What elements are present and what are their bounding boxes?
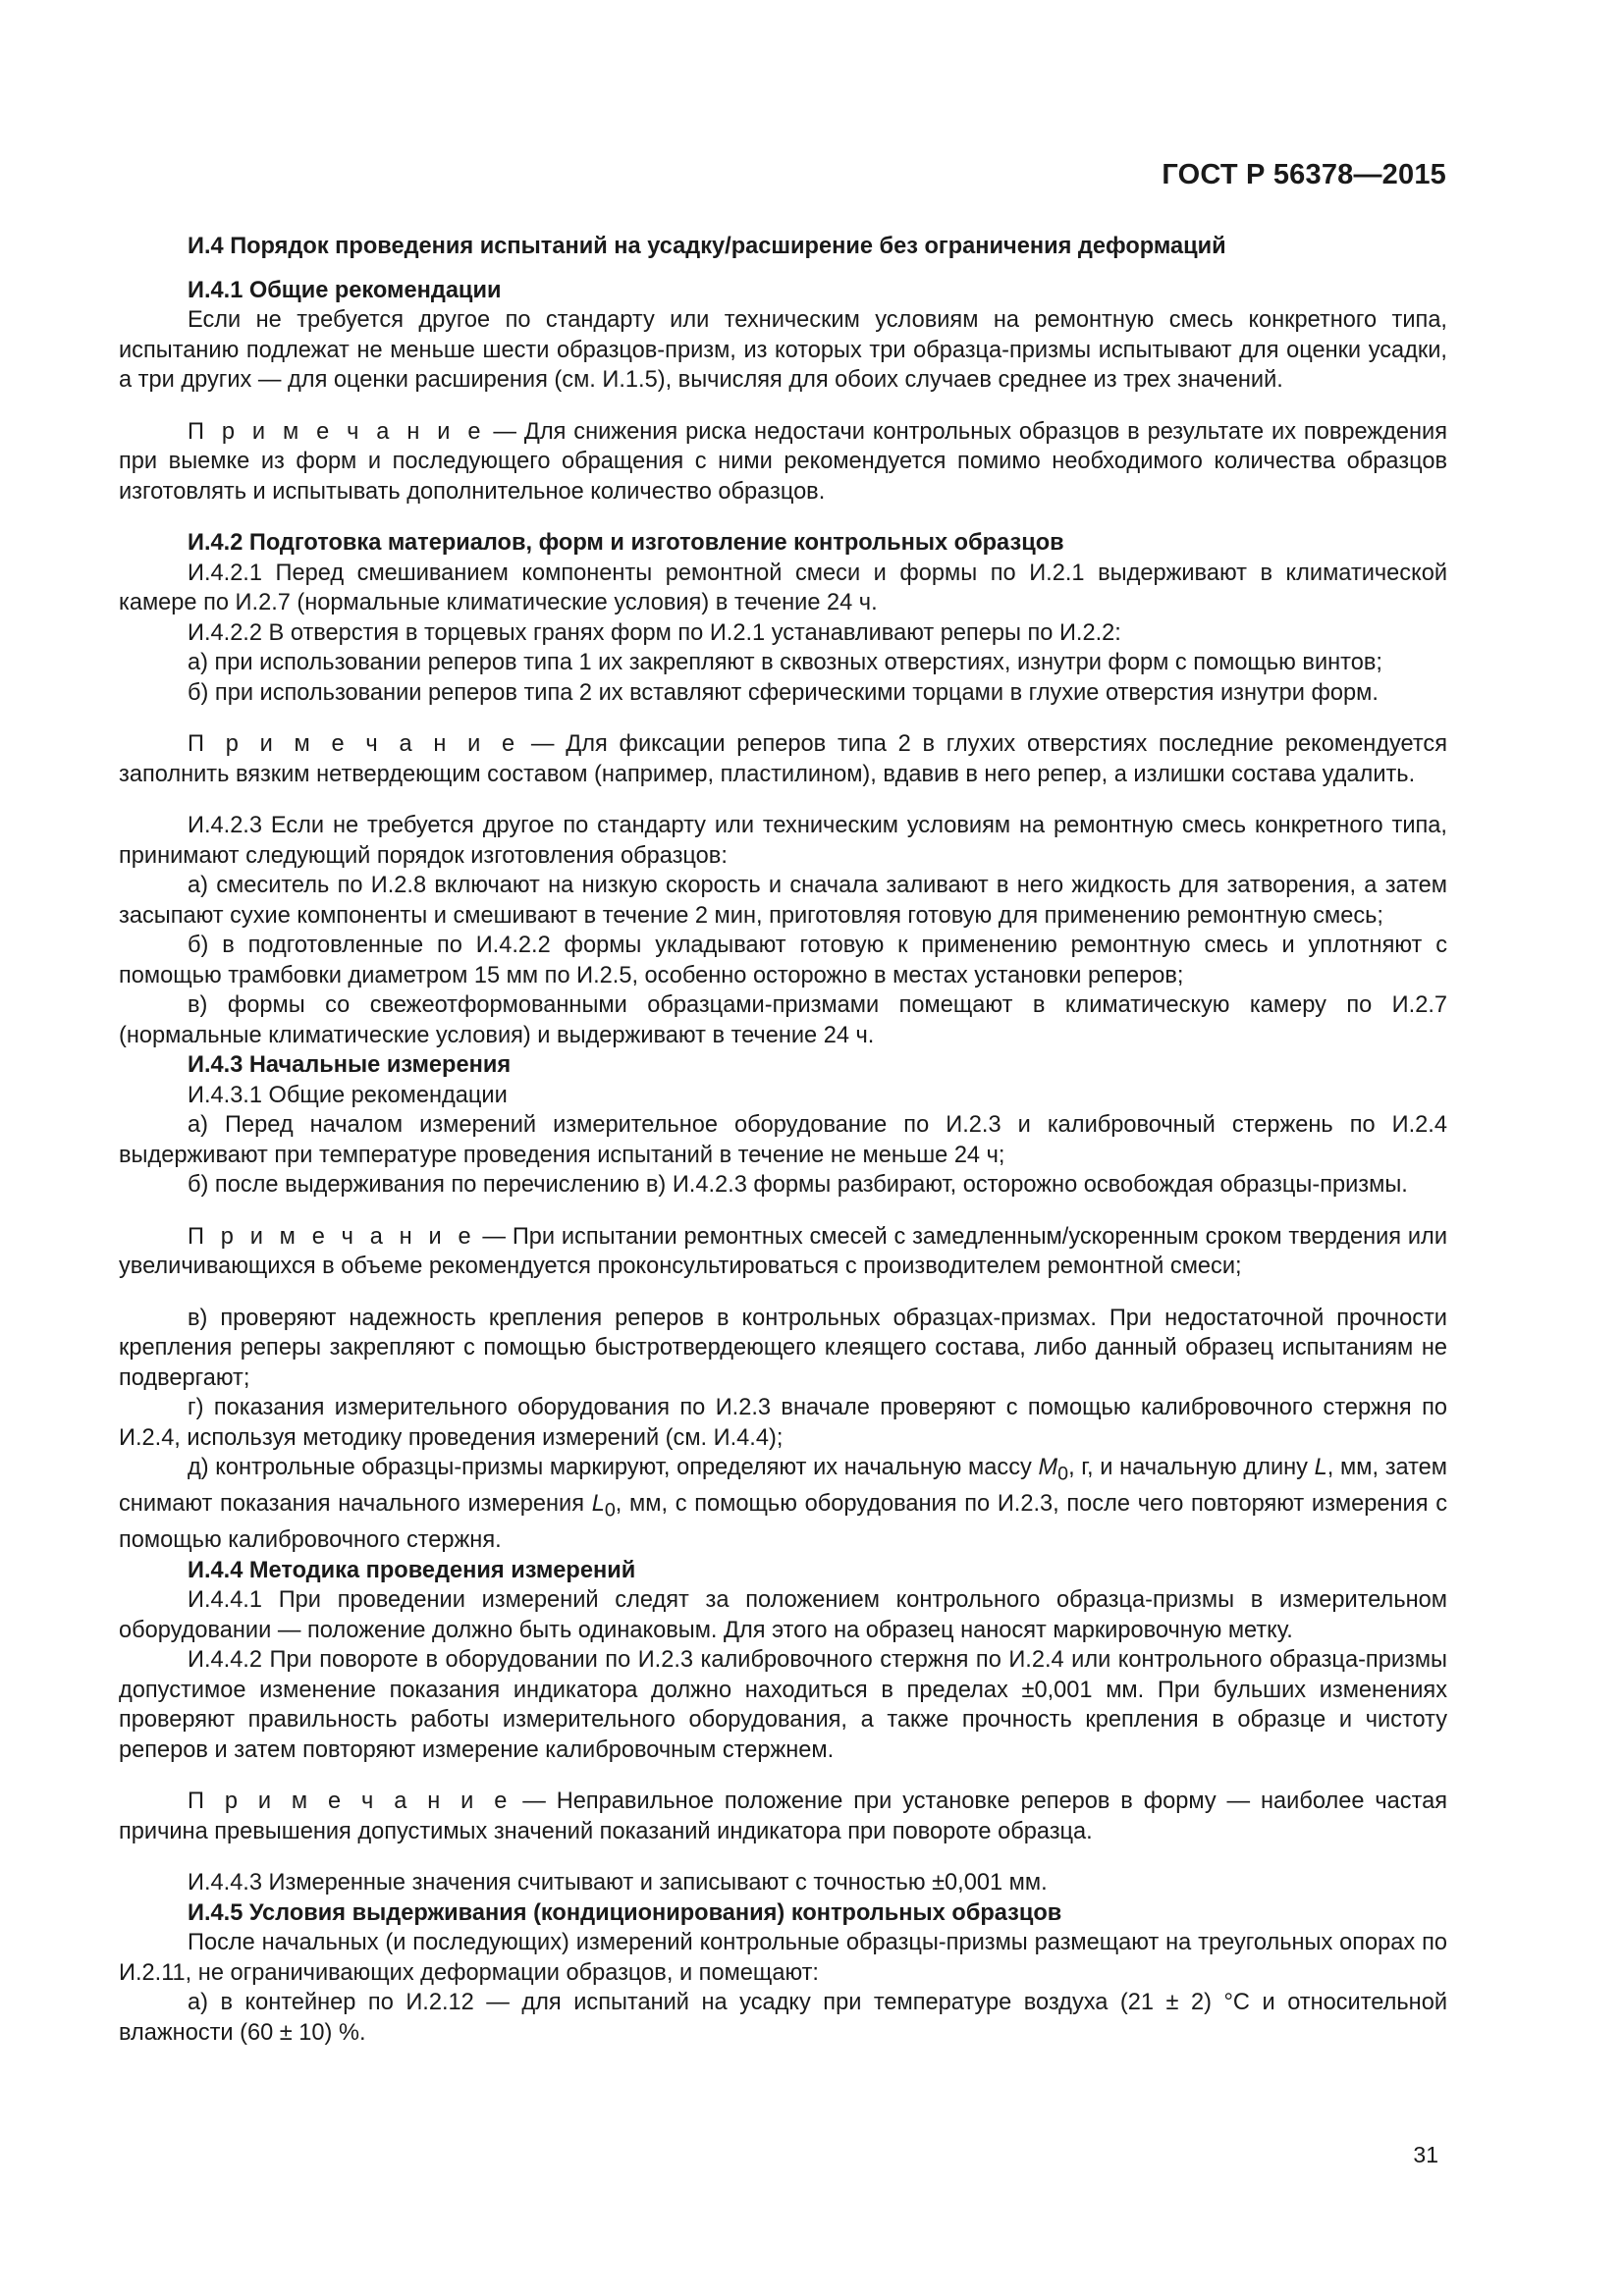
subsection-heading-i4-4: И.4.4 Методика проведения измерений bbox=[188, 1557, 636, 1583]
note-label: П р и м е ч а н и е bbox=[188, 1789, 513, 1815]
symbol-m: M bbox=[1038, 1455, 1058, 1480]
note-label: П р и м е ч а н и е bbox=[188, 418, 486, 445]
paragraph: И.4.2.1 Перед смешиванием компоненты ремонтной смеси и формы по И.2.1 выдерживают в климатической камере по И.2.7 (нормальные климатические условия) в течение 24 ч. bbox=[119, 560, 1447, 615]
document-body bbox=[119, 232, 1447, 2048]
note-text: — При испытании ремонтных смесей с замедленным/ускоренным сроком твердения или увеличивающихся в объеме рекомендуется проконсультироваться с производителем ремонтной смеси; bbox=[119, 1223, 1447, 1279]
paragraph: И.4.3.1 Общие рекомендации bbox=[188, 1082, 508, 1108]
symbol-l0: L bbox=[591, 1491, 605, 1518]
list-item: г) показания измерительного оборудования по И.2.3 вначале проверяют с помощью калибровочного стержня по И.2.4, используя методику проведения измерений (см. И.4.4); bbox=[119, 1395, 1447, 1451]
paragraph: И.4.4.2 При повороте в оборудовании по И.2.3 калибровочного стержня по И.2.4 или контрольного образца-призмы допустимое изменение показания индикатора должно находиться в пределах ±0,001 мм. При бульших изменениях проверяют правильность работы измерительного оборудования, а также прочность крепления в образце и чистоту реперов и затем повторяют измерение калибровочным стержнем. bbox=[119, 1647, 1447, 1763]
subsection-heading-i4-1: И.4.1 Общие рекомендации bbox=[188, 277, 502, 303]
note bbox=[119, 729, 1447, 789]
list-item: а) в контейнер по И.2.12 — для испытаний на усадку при температуре воздуха (21 ± 2) °С и относительной влажности (60 ± 10) %. bbox=[119, 1990, 1447, 2046]
list-item bbox=[119, 1453, 1447, 1556]
list-item: а) Перед началом измерений измерительное оборудование по И.2.3 и калибровочный стержень по И.2.4 выдерживают при температуре проведения испытаний в течение не меньше 24 ч; bbox=[119, 1112, 1447, 1168]
subsection-heading-i4-3: И.4.3 Начальные измерения bbox=[188, 1052, 512, 1078]
list-item: а) смеситель по И.2.8 включают на низкую скорость и сначала заливают в него жидкость для затворения, а затем засыпают сухие компоненты и смешивают в течение 2 мин, приготовляя готовую для применению ремонтную смесь; bbox=[119, 873, 1447, 929]
note-label: П р и м е ч а н и е bbox=[188, 1223, 476, 1250]
page-number: 31 bbox=[1413, 2142, 1438, 2167]
note bbox=[119, 1787, 1447, 1846]
list-item: а) при использовании реперов типа 1 их закрепляют в сквозных отверстиях, изнутри форм с помощью винтов; bbox=[188, 650, 1382, 675]
list-item: б) в подготовленные по И.4.2.2 формы укладывают готовую к применению ремонтную смесь и уплотняют с помощью трамбовки диаметром 15 мм по И.2.5, особенно осторожно в местах установки реперов; bbox=[119, 933, 1447, 988]
list-item: б) при использовании реперов типа 2 их вставляют сферическими торцами в глухие отверстия изнутри форм. bbox=[188, 679, 1379, 706]
subscript: 0 bbox=[1057, 1463, 1069, 1485]
paragraph: И.4.2.2 В отверстия в торцевых гранях форм по И.2.1 устанавливают реперы по И.2.2: bbox=[188, 619, 1121, 646]
symbol-l: L bbox=[1314, 1455, 1327, 1480]
note-text: — Для снижения риска недостачи контрольных образцов в результате их повреждения при выемке из форм и последующего обращения с ними рекомендуется помимо необходимого количества образцов изготовлять и испытывать дополнительное количество образцов. bbox=[119, 418, 1447, 505]
note bbox=[119, 1222, 1447, 1282]
subscript: 0 bbox=[604, 1499, 616, 1522]
list-item: в) формы со свежеотформованными образцами-призмами помещают в климатическую камеру по И.2.7 (нормальные климатические условия) и выдерживают в течение 24 ч. bbox=[119, 992, 1447, 1048]
list-item: б) после выдерживания по перечислению в) И.4.2.3 формы разбирают, осторожно освобождая образцы-призмы. bbox=[188, 1172, 1408, 1198]
paragraph: И.4.4.3 Измеренные значения считывают и записывают с точностью ±0,001 мм. bbox=[188, 1870, 1048, 1896]
text-run: , мм, с помощью оборудования по И.2.3, после чего повторяют измерения с помощью калибровочного стержня. bbox=[119, 1491, 1448, 1554]
note-text: — Неправильное положение при установке реперов в форму — наиболее частая причина превышения допустимых значений показаний индикатора при повороте образца. bbox=[119, 1789, 1448, 1844]
note-label: П р и м е ч а н и е bbox=[188, 731, 520, 757]
subsection-heading-i4-5: И.4.5 Условия выдерживания (кондиционирования) контрольных образцов bbox=[188, 1899, 1062, 1926]
note bbox=[119, 417, 1447, 507]
note-text: — Для фиксации реперов типа 2 в глухих отверстиях последние рекомендуется заполнить вязким нетвердеющим составом (например, пластилином), вдавив в него репер, а излишки состава удалить. bbox=[119, 731, 1447, 787]
paragraph: После начальных (и последующих) измерений контрольные образцы-призмы размещают на треугольных опорах по И.2.11, не ограничивающих деформации образцов, и помещают: bbox=[119, 1930, 1447, 1986]
text-run: д) контрольные образцы-призмы маркируют, определяют их начальную массу bbox=[188, 1455, 1039, 1480]
paragraph: Если не требуется другое по стандарту или техническим условиям на ремонтную смесь конкретного типа, испытанию подлежат не меньше шести образцов-призм, из которых три образца-призмы испытывают для оценки усадки, а три других — для оценки расширения (см. И.1.5), вычисляя для обоих случаев среднее из трех значений. bbox=[119, 307, 1447, 393]
paragraph: И.4.2.3 Если не требуется другое по стандарту или техническим условиям на ремонтную смесь конкретного типа, принимают следующий порядок изготовления образцов: bbox=[119, 813, 1447, 869]
standard-number: ГОСТ Р 56378—2015 bbox=[1162, 159, 1446, 190]
text-run: , г, и начальную длину bbox=[1068, 1455, 1315, 1480]
section-heading-i4: И.4 Порядок проведения испытаний на усадку/расширение без ограничения деформаций bbox=[188, 234, 1226, 259]
list-item: в) проверяют надежность крепления реперов в контрольных образцах-призмах. При недостаточной прочности крепления реперы закрепляют с помощью быстротвердеющего клеящего состава, либо данный образец испытаниям не подвергают; bbox=[119, 1305, 1447, 1391]
subsection-heading-i4-2: И.4.2 Подготовка материалов, форм и изготовление контрольных образцов bbox=[188, 530, 1064, 556]
paragraph: И.4.4.1 При проведении измерений следят за положением контрольного образца-призмы в измерительном оборудовании — положение должно быть одинаковым. Для этого на образец наносят маркировочную метку. bbox=[119, 1587, 1447, 1643]
text-run: , мм, затем снимают показания начального измерения bbox=[119, 1455, 1447, 1518]
